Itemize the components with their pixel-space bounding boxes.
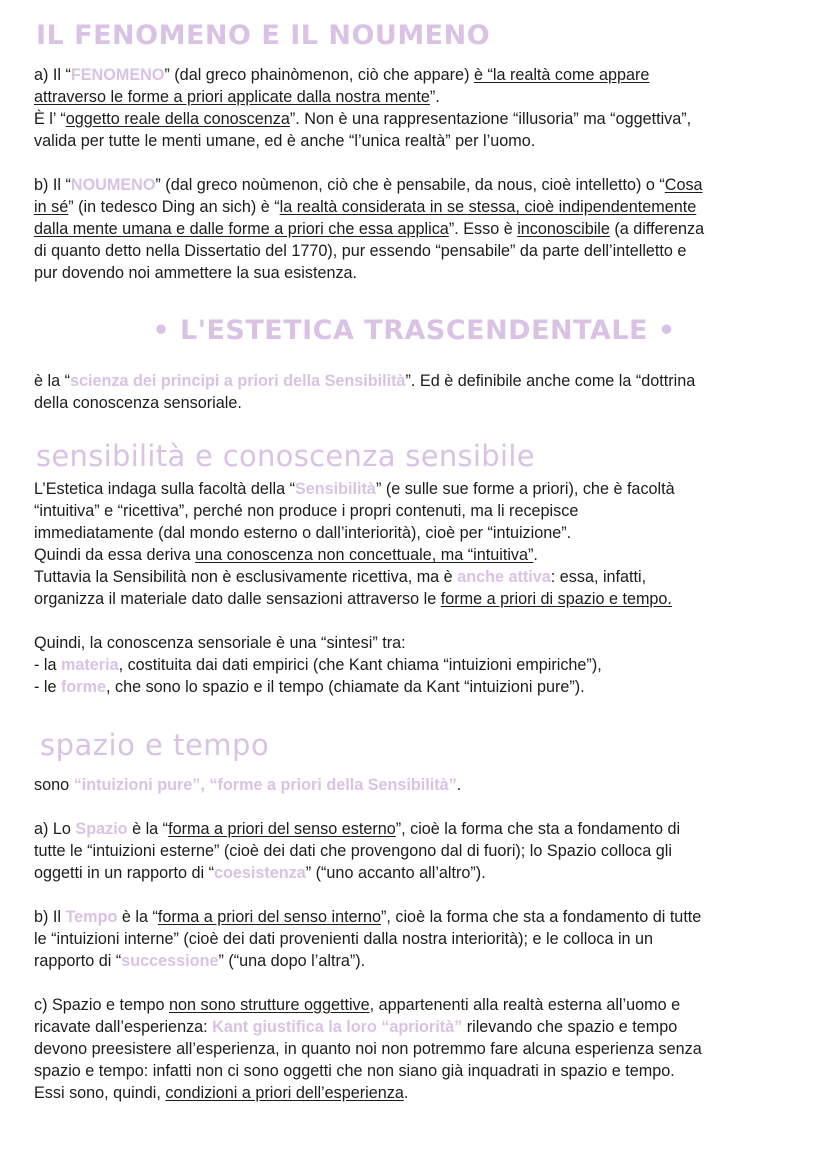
term-noumeno: NOUMENO bbox=[70, 176, 156, 194]
noumeno-line-3: dalla mente umana e dalle forme a priori che essa applica”. Esso è inconoscibile (a differenza bbox=[34, 220, 705, 238]
term-materia: materia bbox=[61, 656, 119, 674]
term-tempo: Tempo bbox=[65, 908, 118, 926]
sensibilita-line-4: Quindi da essa deriva una conoscenza non concettuale, ma “intuitiva”. bbox=[34, 546, 538, 564]
title-fenomeno-noumeno: IL FENOMENO E IL NOUMENO bbox=[36, 20, 491, 51]
tempo-line-3: rapporto di “successione” (“una dopo l’altra”). bbox=[34, 952, 366, 970]
sintesi-line-1: Quindi, la conoscenza sensoriale è una “sintesi” tra: bbox=[34, 634, 406, 652]
spazio-line-1: a) Lo Spazio è la “forma a priori del senso esterno”, cioè la forma che sta a fondamento di bbox=[34, 820, 681, 838]
sensibilita-line-1: L’Estetica indaga sulla facoltà della “Sensibilità” (e sulle sue forme a priori), che è facoltà bbox=[34, 480, 675, 498]
fenomeno-line-1: a) Il “FENOMENO” (dal greco phainòmenon, ciò che appare) è “la realtà come appare bbox=[34, 66, 650, 84]
spazio-line-2: tutte le “intuizioni esterne” (cioè dei dati che provengono dal di fuori); lo Spazio colloca gli bbox=[34, 842, 672, 860]
noumeno-line-5: pur dovendo noi ammettere la sua esistenza. bbox=[34, 264, 358, 282]
term-apriorita: Kant giustifica la loro “apriorità” bbox=[212, 1018, 463, 1036]
tempo-line-1: b) Il Tempo è la “forma a priori del senso interno”, cioè la forma che sta a fondamento di tutte bbox=[34, 908, 702, 926]
title-spazio-tempo: spazio e tempo bbox=[40, 728, 270, 762]
tempo-line-2: le “intuizioni interne” (cioè dei dati provenienti dalla nostra interiorità); e le colloca in un bbox=[34, 930, 654, 948]
sensibilita-line-6: organizza il materiale dato dalle sensazioni attraverso le forme a priori di spazio e tempo. bbox=[34, 590, 672, 608]
condizioni-line-4: spazio e tempo: infatti non ci sono oggetti che non siano già inquadrati in spazio e tempo. bbox=[34, 1062, 675, 1080]
sensibilita-line-5: Tuttavia la Sensibilità non è esclusivamente ricettiva, ma è anche attiva: essa, infatti, bbox=[34, 568, 647, 586]
fenomeno-line-4: valida per tutte le menti umane, ed è anche “l’unica realtà” per l’uomo. bbox=[34, 132, 536, 150]
term-successione: successione bbox=[121, 952, 219, 970]
term-intuizioni-pure: “intuizioni pure”, “forme a priori della Sensibilità” bbox=[73, 776, 457, 794]
estetica-line-2: della conoscenza sensoriale. bbox=[34, 394, 242, 412]
sintesi-line-3: - le forme, che sono lo spazio e il tempo (chiamate da Kant “intuizioni pure”). bbox=[34, 678, 585, 696]
sensibilita-line-2: “intuitiva” e “ricettiva”, perché non produce i propri contenuti, ma li recepisce bbox=[34, 502, 579, 520]
noumeno-line-2: in sé” (in tedesco Ding an sich) è “la realtà considerata in se stessa, cioè indipendentemente bbox=[34, 198, 697, 216]
title-sensibilita: sensibilità e conoscenza sensibile bbox=[36, 439, 535, 473]
term-coesistenza: coesistenza bbox=[213, 864, 306, 882]
title-estetica-trascendentale: • L'ESTETICA TRASCENDENTALE • bbox=[152, 315, 676, 346]
noumeno-line-1: b) Il “NOUMENO” (dal greco noùmenon, ciò che è pensabile, da nous, cioè intelletto) o “Cosa bbox=[34, 176, 703, 194]
condizioni-line-5: Essi sono, quindi, condizioni a priori dell’esperienza. bbox=[34, 1084, 409, 1102]
condizioni-line-3: devono preesistere all’esperienza, in quanto noi non potremmo fare alcuna esperienza senza bbox=[34, 1040, 702, 1058]
spazio-line-3: oggetti in un rapporto di “coesistenza” (“uno accanto all’altro”). bbox=[34, 864, 486, 882]
term-scienza-principi: scienza dei principi a priori della Sensibilità bbox=[70, 372, 406, 390]
sensibilita-line-3: immediatamente (dal mondo esterno o dall’interiorità), cioè per “intuizione”. bbox=[34, 524, 572, 542]
sintesi-line-2: - la materia, costituita dai dati empirici (che Kant chiama “intuizioni empiriche”), bbox=[34, 656, 602, 674]
estetica-line-1: è la “scienza dei principi a priori della Sensibilità”. Ed è definibile anche come la “dottrina bbox=[34, 372, 696, 390]
fenomeno-line-2: attraverso le forme a priori applicate dalla nostra mente”. bbox=[34, 88, 440, 106]
term-sensibilita: Sensibilità bbox=[294, 480, 376, 498]
condizioni-line-2: ricavate dall’esperienza: Kant giustifica la loro “apriorità” rilevando che spazio e tempo bbox=[34, 1018, 678, 1036]
term-fenomeno: FENOMENO bbox=[70, 66, 165, 84]
noumeno-line-4: di quanto detto nella Dissertatio del 1770), pur essendo “pensabile” da parte dell’intelletto e bbox=[34, 242, 687, 260]
fenomeno-line-3: È l’ “oggetto reale della conoscenza”. Non è una rappresentazione “illusoria” ma “oggettiva”, bbox=[34, 110, 692, 128]
term-anche-attiva: anche attiva bbox=[457, 568, 551, 586]
term-forme: forme bbox=[61, 678, 106, 696]
term-spazio: Spazio bbox=[75, 820, 128, 838]
condizioni-line-1: c) Spazio e tempo non sono strutture oggettive, appartenenti alla realtà esterna all’uomo e bbox=[34, 996, 681, 1014]
spaziotempo-intro: sono “intuizioni pure”, “forme a priori della Sensibilità”. bbox=[34, 776, 462, 794]
